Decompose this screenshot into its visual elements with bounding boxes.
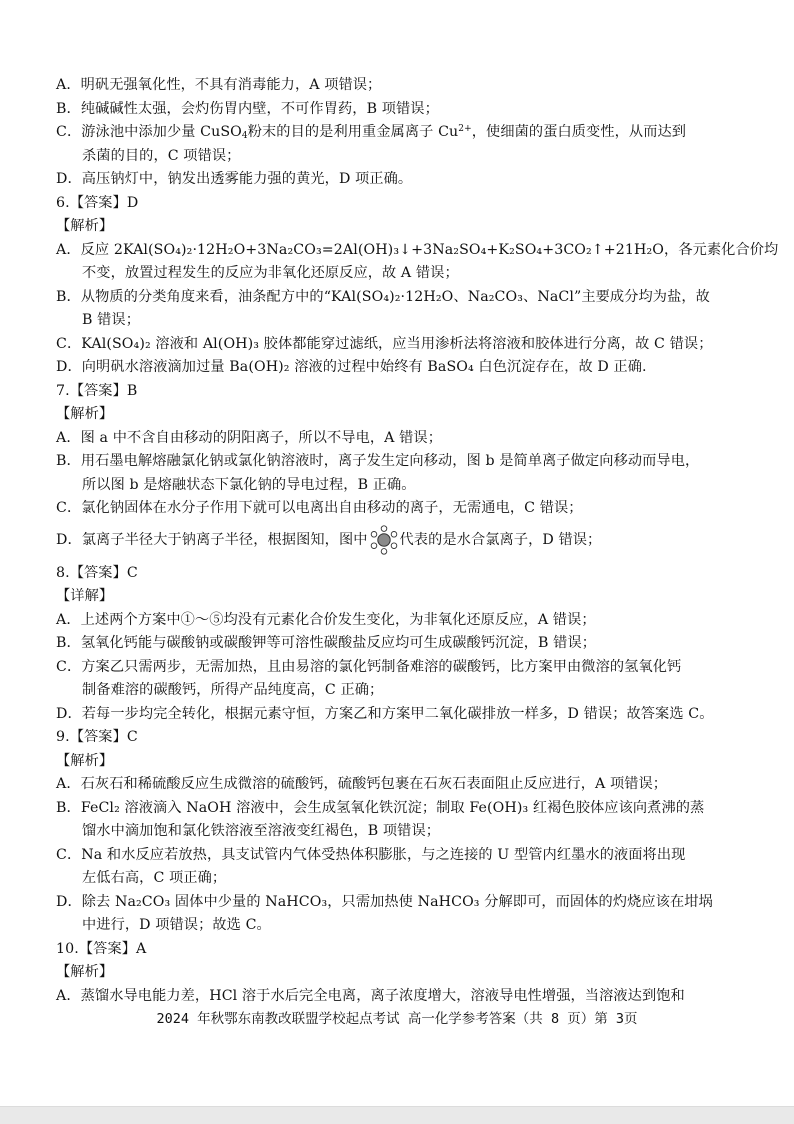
q6-option-b-cont: B 错误； bbox=[82, 312, 140, 328]
q5-c-text-3: ，使细菌的蛋白质变性，从而达到 bbox=[471, 124, 687, 140]
q8-option-c-cont: 制备难溶的碳酸钙，所得产品纯度高，C 正确； bbox=[82, 682, 384, 698]
q8-option-d: D．若每一步均完全转化，根据元素守恒，方案乙和方案甲二氧化碳排放一样多，D 错误；故答案选 C。 bbox=[56, 705, 714, 722]
q5-option-a: A．明矾无强氧化性，不具有消毒能力，A 项错误； bbox=[56, 77, 382, 93]
q10-option-a: A．蒸馏水导电能力差，HCl 溶于水后完全电离，离子浓度增大，溶液导电性增强，当溶液达到饱和 bbox=[56, 987, 685, 1004]
q9-option-c-cont: 左低右高，C 项正确； bbox=[82, 870, 227, 886]
q9-option-b: B．FeCl₂ 溶液滴入 NaOH 溶液中，会生成氢氧化铁沉淀；制取 Fe(OH)₃ 红褐色胶体应该向煮沸的蒸 bbox=[56, 799, 705, 816]
q7-d-text-1: D．氯离子半径大于钠离子半径，根据图知，图中 bbox=[56, 531, 368, 548]
q7-d-text-2: 代表的是水合氯离子，D 错误； bbox=[399, 531, 602, 548]
q7-option-b: B．用石墨电解熔融氯化钠或氯化钠溶液时，离子发生定向移动，图 b 是简单离子做定向移动而导电， bbox=[56, 453, 700, 469]
q8-option-b: B．氢氧化钙能与碳酸钠或碳酸钾等可溶性碳酸盐反应均可生成碳酸钙沉淀，B 错误； bbox=[56, 635, 597, 651]
q9-option-c: C．Na 和水反应若放热，具支试管内气体受热体积膨胀，与之连接的 U 型管内红墨水的液面将出现 bbox=[56, 846, 686, 863]
q9-answer: 9.【答案】C bbox=[56, 729, 138, 745]
q9-option-d: D．除去 Na₂CO₃ 固体中少量的 NaHCO₃，只需加热使 NaHCO₃ 分解即可，而固体的灼烧应该在坩埚 bbox=[56, 893, 713, 910]
q5-c-text-2: 粉末的目的是利用重金属离子 Cu bbox=[247, 124, 459, 140]
q10-answer: 10.【答案】A bbox=[56, 940, 147, 957]
q6-option-c: C．KAl(SO₄)₂ 溶液和 Al(OH)₃ 胶体都能穿过滤纸，应当用渗析法将溶液和胶体进行分离，故 C 错误； bbox=[56, 335, 713, 352]
q8-option-a: A．上述两个方案中①～⑤均没有元素化合价发生变化，为非氧化还原反应，A 错误； bbox=[56, 611, 596, 628]
q8-option-c: C．方案乙只需两步，无需加热，且由易溶的氯化钙制备难溶的碳酸钙，比方案甲由微溶的氢氧化钙 bbox=[56, 658, 682, 675]
q7-option-a: A．图 a 中不含自由移动的阴阳离子，所以不导电，A 错误； bbox=[56, 429, 442, 446]
q5-option-c bbox=[56, 121, 746, 145]
q7-analysis-heading: 【解析】 bbox=[56, 406, 114, 422]
answer-content bbox=[56, 74, 779, 1008]
q9-option-a: A．石灰石和稀硫酸反应生成微溶的硫酸钙，硫酸钙包裹在石灰石表面阻止反应进行，A 项错误； bbox=[56, 776, 668, 792]
q5-option-c-cont: 杀菌的目的，C 项错误； bbox=[82, 147, 241, 164]
q9-analysis-heading: 【解析】 bbox=[56, 752, 114, 769]
q6-option-a-cont: 不变，放置过程发生的反应为非氧化还原反应，故 A 错误； bbox=[82, 265, 459, 281]
q5-c-text-1: C．游泳池中添加少量 CuSO bbox=[56, 124, 242, 140]
q5-option-b: B．纯碱碱性太强，会灼伤胃内壁，不可作胃药，B 项错误； bbox=[56, 100, 439, 117]
q5-c-subscript: 4 bbox=[241, 131, 248, 141]
q6-analysis-heading: 【解析】 bbox=[56, 218, 114, 234]
q7-option-c: C．氯化钠固体在水分子作用下就可以电离出自由移动的离子，无需通电，C 错误； bbox=[56, 500, 583, 516]
q9-option-b-cont: 馏水中滴加饱和氯化铁溶液至溶液变红褐色，B 项错误； bbox=[82, 823, 441, 839]
hydrated-chloride-ion-icon bbox=[369, 525, 399, 555]
q6-option-a: A．反应 2KAl(SO₄)₂·12H₂O+3Na₂CO₃=2Al(OH)₃↓+3Na₂SO₄+K₂SO₄+3CO₂↑+21H₂O，各元素化合价均 bbox=[56, 241, 779, 258]
q8-detail-heading: 【详解】 bbox=[56, 588, 114, 604]
page-footer: 2024 年秋鄂东南教改联盟学校起点考试 高一化学参考答案（共 8 页）第 3页 bbox=[156, 1011, 638, 1027]
q5-option-d: D．高压钠灯中，钠发出透雾能力强的黄光，D 项正确。 bbox=[56, 171, 413, 187]
q7-answer: 7.【答案】B bbox=[56, 382, 138, 399]
q8-answer: 8.【答案】C bbox=[56, 564, 138, 581]
q5-c-superscript: 2+ bbox=[458, 124, 472, 134]
q7-option-d bbox=[56, 521, 746, 559]
q7-option-b-cont: 所以图 b 是熔融状态下氯化钠的导电过程，B 正确。 bbox=[82, 476, 416, 493]
q9-option-d-cont: 中进行，D 项错误；故选 C。 bbox=[82, 917, 271, 933]
viewer-bottom-bar bbox=[0, 1106, 794, 1124]
q6-answer: 6.【答案】D bbox=[56, 194, 139, 211]
q10-analysis-heading: 【解析】 bbox=[56, 964, 114, 980]
q6-option-d: D．向明矾水溶液滴加过量 Ba(OH)₂ 溶液的过程中始终有 BaSO₄ 白色沉淀存在，故 D 正确. bbox=[56, 359, 647, 375]
q6-option-b: B．从物质的分类角度来看，油条配方中的“KAl(SO₄)₂·12H₂O、Na₂CO₃、NaCl”主要成分均为盐，故 bbox=[56, 288, 710, 305]
